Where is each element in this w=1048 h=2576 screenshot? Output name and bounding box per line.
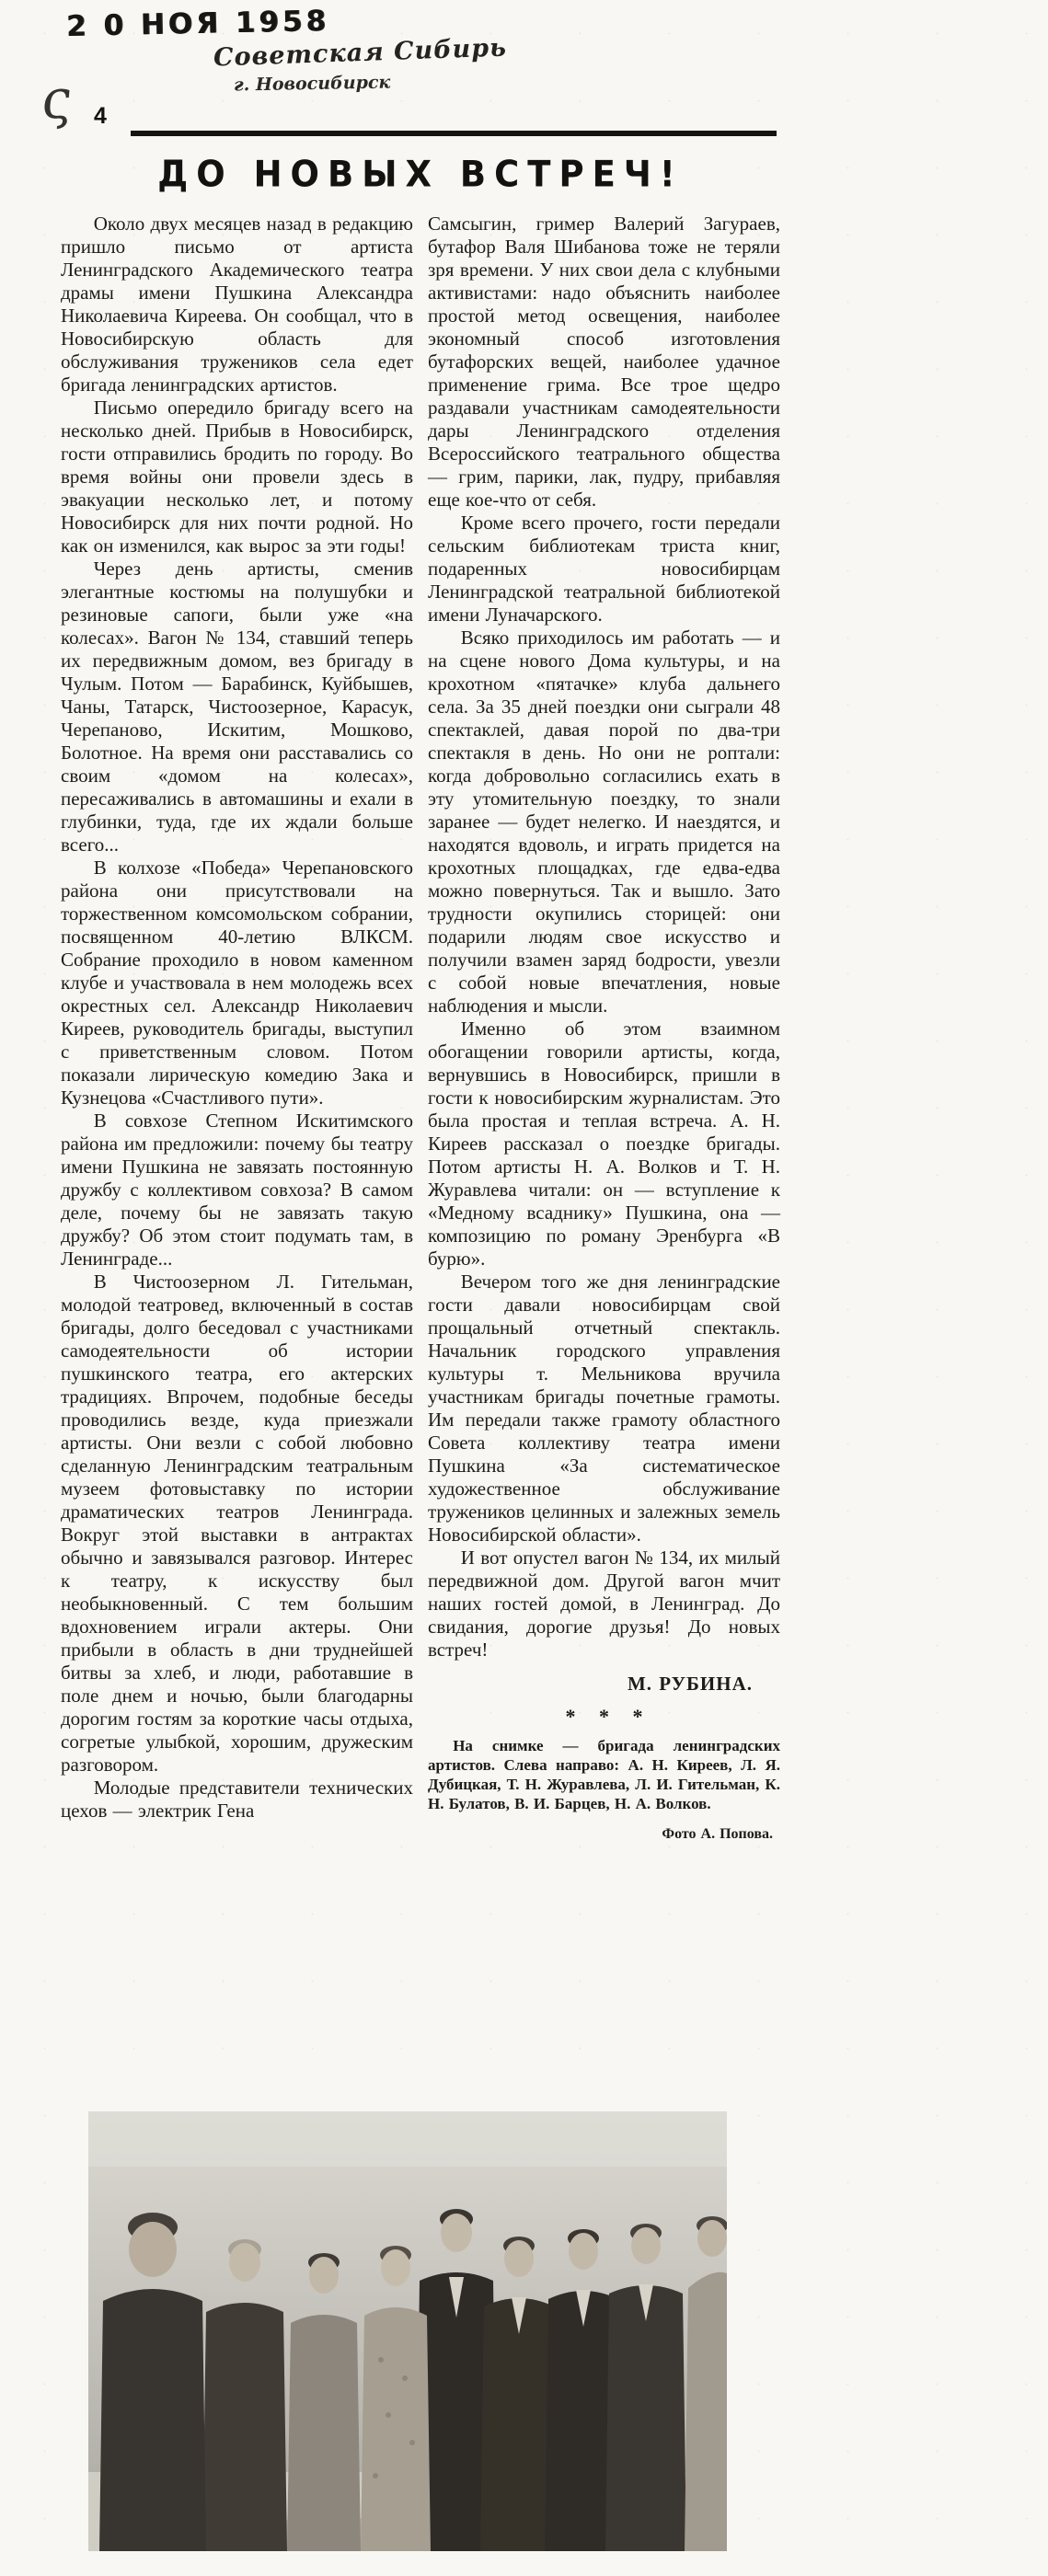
column-right	[428, 213, 780, 1846]
photo-caption: На снимке — бригада ленинградских артистов. Слева направо: А. Н. Киреев, Л. Я. Дубицкая, Т. Н. Журавлева, Л. И. Гительман, К. Н. Булатов, В. И. Барцев, Н. А. Волков.	[428, 1737, 780, 1812]
group-photo	[88, 2111, 727, 2551]
paragraph: В совхозе Степном Искитимского района им предложили: почему бы театру имени Пушкина не завязать постоянную дружбу с коллективом совхоза? В самом деле, почему бы не завязать такую дружбу? Об этом стоит подумать там, в Ленинграде...	[61, 1110, 413, 1270]
header-rule	[131, 131, 777, 136]
paragraph: Всяко приходилось им работать — и на сцене нового Дома культуры, и на крохотном «пятачке» клуба дальнего села. За 35 дней поездки они сыграли 48 спектаклей, давая порой по два-три спектакля в день. Но они не роптали: когда добровольно согласились ехать в эту утомительную поездку, то знали заранее — будет нелегко. И наездятся, и находятся вдоволь, и играть придется на крохотных площадках, где едва-едва можно повернуться. Так и вышло. Зато трудности окупились сторицей: они подарили людям свое искусство и получили взамен заряд бодрости, увезли с собой новые впечатления, новые наблюдения и мысли.	[428, 627, 780, 1017]
article-columns	[61, 213, 780, 1846]
column-left	[61, 213, 413, 1846]
group-photo-image	[88, 2111, 727, 2551]
paragraph: Вечером того же дня ленинградские гости давали новосибирцам свой прощальный отчетный спектакль. Начальник городского управления культуры т. Мельникова вручила участникам бригады почетные грамоты. Им передали также грамоту областного Совета коллективу театра имени Пушкина «За систематическое художественное обслуживание тружеников целинных и залежных земель Новосибирской области».	[428, 1271, 780, 1546]
handwritten-margin-mark: ς	[37, 66, 74, 132]
paragraph: И вот опустел вагон № 134, их милый передвижной дом. Другой вагон мчит наших гостей домой, в Ленинград. До свидания, дорогие друзья! До новых встреч!	[428, 1547, 780, 1661]
paragraph: Молодые представители технических цехов — электрик Гена	[61, 1777, 413, 1822]
section-separator: * * *	[565, 1705, 643, 1728]
paragraph: Через день артисты, сменив элегантные костюмы на полушубки и резиновые сапоги, были уже «на колесах». Вагон № 134, ставший теперь их передвижным домом, вез бригаду в Чулым. Потом — Барабинск, Куйбышев, Чаны, Татарск, Чистоозерное, Карасук, Черепаново, Искитим, Мошково, Болотное. На время они расставались со своим «домом на колесах», пересаживались в автомашины и ехали в глубинки, туда, где их ждали больше всего...	[61, 558, 413, 856]
paragraph: Письмо опередило бригаду всего на несколько дней. Прибыв в Новосибирск, гости отправились бродить по городу. Во время войны они провели здесь в эвакуации несколько лет, и потому Новосибирск для них почти родной. Но как он изменился, как вырос за эти годы!	[61, 397, 413, 557]
article	[61, 147, 780, 1846]
article-title: ДО НОВЫХ ВСТРЕЧ!	[157, 153, 684, 196]
photo-credit: Фото А. Попова.	[662, 1826, 773, 1842]
paragraph: В колхозе «Победа» Черепановского района они присутствовали на торжественном комсомольском собрании, посвященном 40-летию ВЛКСМ. Собрание проходило в новом каменном клубе и участвовала в нем молодежь всех окрестных сел. Александр Николаевич Киреев, руководитель бригады, выступил с приветственным словом. Потом показали лирическую комедию Зака и Кузнецова «Счастливого пути».	[61, 857, 413, 1109]
paragraph: Самсыгин, гример Валерий Загураев, бутафор Валя Шибанова тоже не теряли зря времени. У них свои дела с клубными активистами: надо объяснить наиболее простой метод освещения, наиболее экономный способ изготовления бутафорских вещей, наиболее удачное применение грима. Все трое щедро раздавали участникам самодеятельности дары Ленинградского отделения Всероссийского театрального общества — грим, парики, лак, пудру, прибавляя еще кое-что от себя.	[428, 213, 780, 511]
author-signature: М. РУБИНА.	[627, 1673, 753, 1695]
date-stamp: 2 0 НОЯ 1958	[65, 5, 330, 43]
paragraph: Около двух месяцев назад в редакцию пришло письмо от артиста Ленинградского Академического театра драмы имени Пушкина Александра Николаевича Киреева. Он сообщал, что в Новосибирскую область для обслуживания тружеников села едет бригада ленинградских артистов.	[61, 213, 413, 396]
paragraph: Именно об этом взаимном обогащении говорили артисты, когда, вернувшись в Новосибирск, пришли в гости к новосибирским журналистам. Это была простая и теплая встреча. А. Н. Киреев рассказал о поездке бригады. Потом артисты Н. А. Волков и Т. Н. Журавлева читали: он — вступление к «Медному всаднику» Пушкина, она — композицию по роману Эренбурга «В бурю».	[428, 1018, 780, 1270]
paragraph: В Чистоозерном Л. Гительман, молодой театровед, включенный в состав бригады, долго беседовал с участниками самодеятельности об истории пушкинского театра, его актерских традициях. Впрочем, подобные беседы проводились везде, куда приезжали артисты. Они везли с собой любовно сделанную Ленинградским театральным музеем фотовыставку по истории драматических театров Ленинграда. Вокруг этой выставки в антрактах обычно и завязывался разговор. Интерес к театру, к искусству был необыкновенный. С тем большим вдохновением играли актеры. Они прибыли в область в дни труднейшей битвы за хлеб, и люди, работавшие в поле днем и ночью, были благодарны дорогим гостям за короткие часы отдыха, согретые улыбкой, хорошим, дружеским разговором.	[61, 1271, 413, 1776]
page-number: 4	[94, 103, 107, 129]
publication-name: Советская Сибирь	[213, 33, 508, 73]
paragraph: Кроме всего прочего, гости передали сельским библиотекам триста книг, подаренных новосибирцам Ленинградской театральной библиотекой имени Луначарского.	[428, 512, 780, 626]
publication-city: г. Новосибирск	[233, 72, 391, 96]
